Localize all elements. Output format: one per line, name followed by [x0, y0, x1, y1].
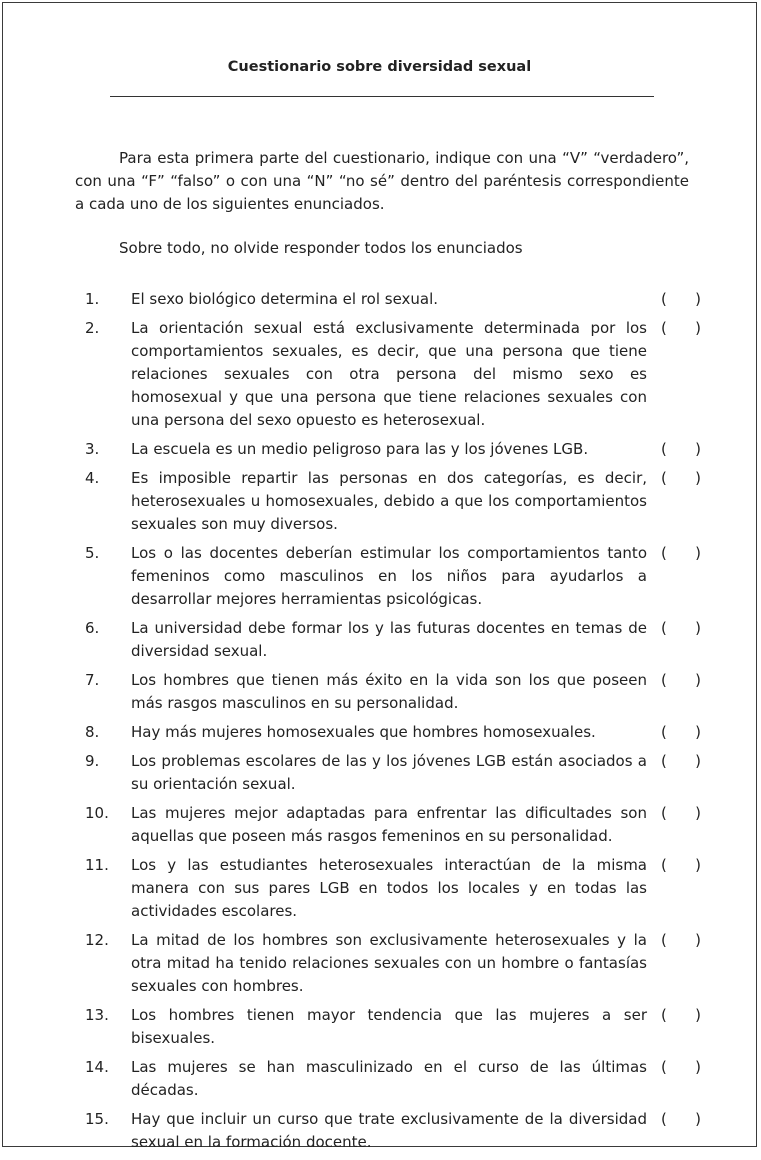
paren-open: (	[661, 1058, 667, 1076]
paren-close: )	[695, 290, 701, 308]
paren-close: )	[695, 1110, 701, 1128]
statement-list	[75, 288, 705, 1160]
statement-item	[75, 542, 705, 611]
statement-number: 15.	[85, 1110, 109, 1128]
statement-text: Los o las docentes deberían estimular los comportamientos tanto femeninos como masculinos en los niños para ayudarlos a desarrollar mejores herramientas psicológicas.	[131, 544, 647, 608]
paren-close: )	[695, 619, 701, 637]
statement-item	[75, 721, 705, 744]
statement-item	[75, 854, 705, 923]
paren-close: )	[695, 1058, 701, 1076]
statement-text: Es imposible repartir las personas en dos categorías, es decir, heterosexuales u homosexuales, debido a que los comportamientos sexuales son muy diversos.	[131, 469, 647, 533]
statement-text: La escuela es un medio peligroso para las y los jóvenes LGB.	[131, 440, 589, 458]
paren-open: (	[661, 319, 667, 337]
paren-open: (	[661, 619, 667, 637]
paren-open: (	[661, 856, 667, 874]
paren-open: (	[661, 440, 667, 458]
answer-parentheses[interactable]	[661, 1056, 701, 1102]
paren-open: (	[661, 1006, 667, 1024]
statement-text: Las mujeres se han masculinizado en el curso de las últimas décadas.	[131, 1058, 647, 1099]
statement-number: 5.	[85, 544, 100, 562]
statement-text: Hay que incluir un curso que trate exclusivamente de la diversidad sexual en la formación docente.	[131, 1110, 647, 1151]
paren-open: (	[661, 290, 667, 308]
paren-open: (	[661, 1110, 667, 1128]
statement-number: 9.	[85, 752, 100, 770]
answer-parentheses[interactable]	[661, 721, 701, 744]
document-title: Cuestionario sobre diversidad sexual	[227, 59, 532, 75]
answer-parentheses[interactable]	[661, 1108, 701, 1154]
paren-close: )	[695, 723, 701, 741]
statement-number: 6.	[85, 619, 100, 637]
statement-number: 14.	[85, 1058, 109, 1076]
statement-item	[75, 802, 705, 848]
answer-parentheses[interactable]	[661, 542, 701, 611]
questionnaire-page	[2, 2, 757, 1151]
paren-close: )	[695, 1006, 701, 1024]
answer-parentheses[interactable]	[661, 317, 701, 432]
statement-text: La orientación sexual está exclusivamente determinada por los comportamientos sexuales, es decir, que una persona que tiene relaciones sexuales con otra persona del mismo sexo es homosexual y que una persona que tiene relaciones sexuales con una persona del sexo opuesto es heterosexual.	[131, 319, 647, 429]
statement-number: 2.	[85, 319, 100, 337]
paren-open: (	[661, 752, 667, 770]
paren-open: (	[661, 544, 667, 562]
statement-text: El sexo biológico determina el rol sexual.	[131, 290, 439, 308]
answer-parentheses[interactable]	[661, 438, 701, 461]
statement-number: 3.	[85, 440, 100, 458]
answer-parentheses[interactable]	[661, 617, 701, 663]
statement-item	[75, 750, 705, 796]
paren-close: )	[695, 931, 701, 949]
instructions-note: Sobre todo, no olvide responder todos los enunciados	[119, 239, 523, 257]
paren-open: (	[661, 469, 667, 487]
paren-close: )	[695, 856, 701, 874]
answer-parentheses[interactable]	[661, 750, 701, 796]
answer-parentheses[interactable]	[661, 1004, 701, 1050]
statement-text: Los y las estudiantes heterosexuales interactúan de la misma manera con sus pares LGB en todos los locales y en todas las actividades escolares.	[131, 856, 647, 920]
statement-number: 12.	[85, 931, 109, 949]
paren-open: (	[661, 931, 667, 949]
paren-close: )	[695, 671, 701, 689]
statement-item	[75, 669, 705, 715]
instructions-paragraph: Para esta primera parte del cuestionario, indique con una “V” “verdadero”, con una “F” “falso” o con una “N” “no sé” dentro del paréntesis correspondiente a cada uno de los siguientes enunciados.	[75, 149, 689, 213]
statement-text: Hay más mujeres homosexuales que hombres homosexuales.	[131, 723, 596, 741]
statement-text: Los hombres que tienen más éxito en la vida son los que poseen más rasgos masculinos en su personalidad.	[131, 671, 647, 712]
statement-text: La mitad de los hombres son exclusivamente heterosexuales y la otra mitad ha tenido relaciones sexuales con un hombre o fantasías sexuales con hombres.	[131, 931, 647, 995]
statement-item	[75, 288, 705, 311]
answer-parentheses[interactable]	[661, 288, 701, 311]
paren-close: )	[695, 440, 701, 458]
paren-close: )	[695, 469, 701, 487]
paren-close: )	[695, 319, 701, 337]
statement-item	[75, 438, 705, 461]
title-underline	[110, 96, 654, 97]
statement-item	[75, 317, 705, 432]
statement-item	[75, 617, 705, 663]
answer-parentheses[interactable]	[661, 802, 701, 848]
paren-close: )	[695, 804, 701, 822]
statement-number: 1.	[85, 290, 100, 308]
paren-open: (	[661, 723, 667, 741]
statement-number: 10.	[85, 804, 109, 822]
paren-close: )	[695, 752, 701, 770]
statement-item	[75, 1056, 705, 1102]
statement-number: 11.	[85, 856, 109, 874]
answer-parentheses[interactable]	[661, 467, 701, 536]
statement-text: La universidad debe formar los y las futuras docentes en temas de diversidad sexual.	[131, 619, 647, 660]
statement-text: Los problemas escolares de las y los jóvenes LGB están asociados a su orientación sexual.	[131, 752, 647, 793]
statement-item	[75, 1004, 705, 1050]
paren-open: (	[661, 671, 667, 689]
statement-text: Las mujeres mejor adaptadas para enfrentar las dificultades son aquellas que poseen más rasgos femeninos en su personalidad.	[131, 804, 647, 845]
paren-open: (	[661, 804, 667, 822]
statement-item	[75, 467, 705, 536]
answer-parentheses[interactable]	[661, 669, 701, 715]
statement-text: Los hombres tienen mayor tendencia que las mujeres a ser bisexuales.	[131, 1006, 647, 1047]
answer-parentheses[interactable]	[661, 854, 701, 923]
statement-number: 13.	[85, 1006, 109, 1024]
statement-item	[75, 1108, 705, 1154]
statement-number: 8.	[85, 723, 100, 741]
paren-close: )	[695, 544, 701, 562]
statement-item	[75, 929, 705, 998]
statement-number: 7.	[85, 671, 100, 689]
answer-parentheses[interactable]	[661, 929, 701, 998]
statement-number: 4.	[85, 469, 100, 487]
